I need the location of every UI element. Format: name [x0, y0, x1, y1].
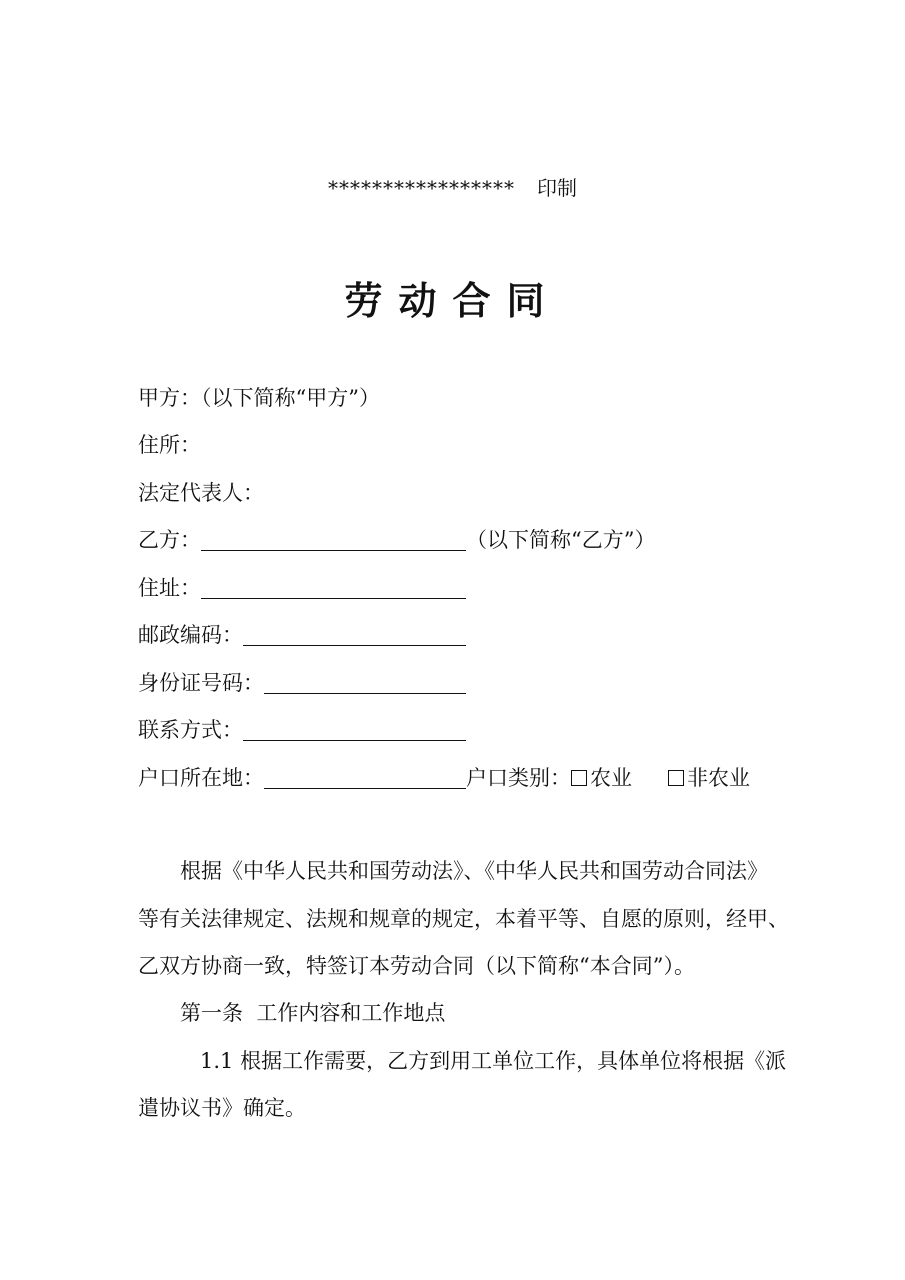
non-agri-checkbox[interactable]: [668, 770, 684, 786]
party-b-blank[interactable]: [201, 528, 466, 551]
postal-code-label: 邮政编码：: [138, 623, 243, 647]
party-b-line: [138, 527, 655, 553]
postal-code-line: [138, 622, 466, 648]
party-b-suffix: （以下简称“乙方”）: [466, 528, 656, 552]
agri-label: 农业: [590, 766, 632, 790]
contact-line: [138, 717, 466, 743]
article-1-heading: 第一条 工作内容和工作地点: [180, 1001, 446, 1025]
non-agri-label: 非农业: [687, 766, 750, 790]
contact-label: 联系方式：: [138, 718, 243, 742]
document-title: 劳动合同: [344, 278, 561, 323]
party-a-line: 甲方：（以下简称“甲方”）: [138, 386, 380, 410]
intro-paragraph-line-3: 乙双方协商一致，特签订本劳动合同（以下简称“本合同”）。: [138, 954, 695, 978]
id-number-blank[interactable]: [264, 671, 466, 694]
hukou-type-label: 户口类别：: [466, 766, 571, 790]
printed-label: 印制: [537, 176, 577, 200]
address-blank[interactable]: [201, 576, 466, 599]
id-number-label: 身份证号码：: [138, 671, 264, 695]
clause-1-1-line-1: 1.1 根据工作需要，乙方到用工单位工作，具体单位将根据《派: [200, 1049, 787, 1073]
intro-paragraph-line-1: 根据《中华人民共和国劳动法》、《中华人民共和国劳动合同法》: [180, 859, 768, 883]
legal-representative-line: 法定代表人：: [138, 481, 264, 505]
agri-checkbox[interactable]: [571, 770, 587, 786]
intro-paragraph-line-2: 等有关法律规定、法规和规章的规定，本着平等、自愿的原则，经甲、: [138, 907, 789, 931]
residence-line: 住所：: [138, 433, 201, 457]
printer-name-placeholder: *****************: [328, 176, 515, 200]
address-label: 住址：: [138, 576, 201, 600]
printed-by-line: [0, 172, 905, 201]
party-b-label: 乙方：: [138, 528, 201, 552]
hukou-location-blank[interactable]: [264, 766, 466, 789]
postal-code-blank[interactable]: [243, 623, 466, 646]
address-line: [138, 575, 466, 601]
id-number-line: [138, 670, 466, 696]
contact-blank[interactable]: [243, 718, 466, 741]
hukou-location-label: 户口所在地：: [138, 766, 264, 790]
clause-1-1-line-2: 遣协议书》确定。: [138, 1096, 306, 1120]
hukou-line: [138, 765, 750, 791]
